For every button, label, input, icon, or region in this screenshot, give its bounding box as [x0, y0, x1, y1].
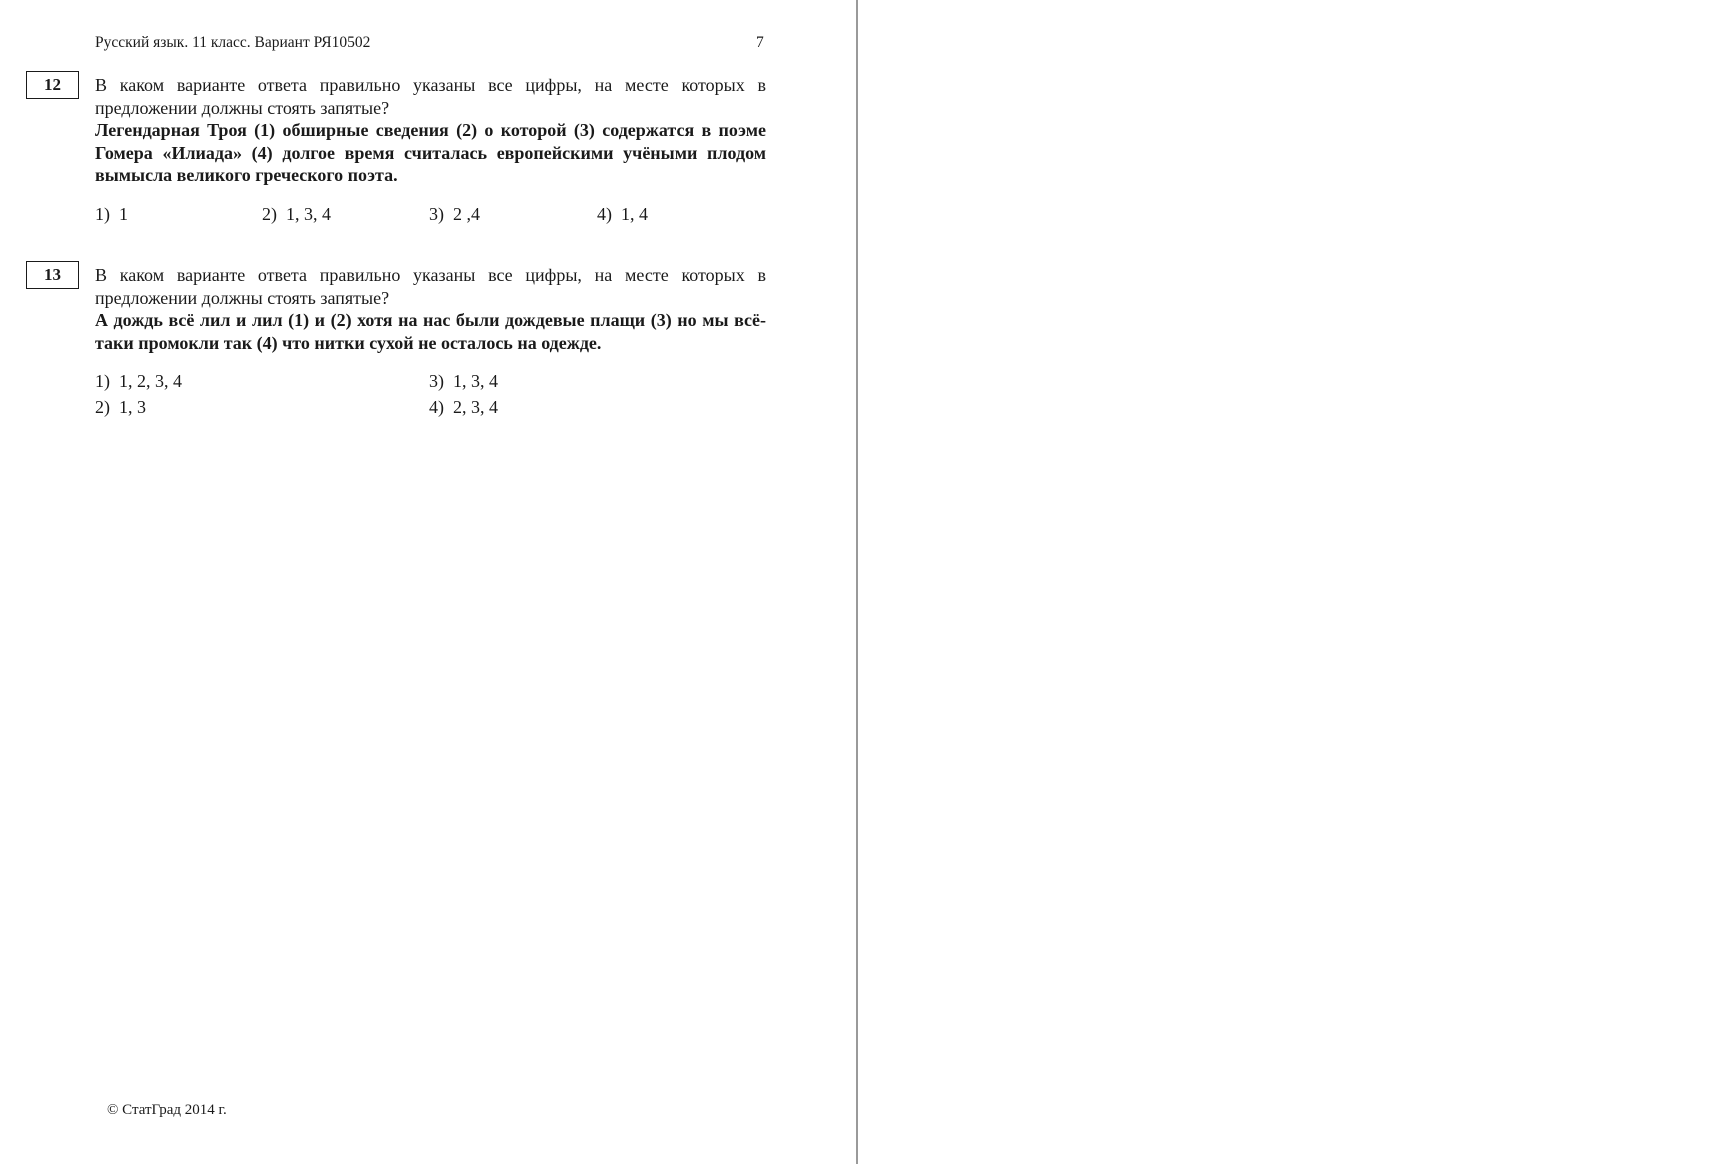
task-13-option-2: 2) 1, 3	[95, 397, 146, 417]
task-13-body	[95, 264, 766, 354]
task-12-option-4: 4) 1, 4	[597, 204, 648, 224]
task-13-option-3: 3) 1, 3, 4	[429, 371, 498, 391]
task-12-sentence: Легендарная Троя (1) обширные сведения (2) о которой (3) содержатся в поэме Гомера «Илиада» (4) долгое время считалась европейскими учёными плодом вымысла великого греческого поэта.	[95, 120, 766, 185]
task-12-question: В каком варианте ответа правильно указаны все цифры, на месте которых в предложении должны стоять запятые?	[95, 75, 766, 118]
document-header-title: Русский язык. 11 класс. Вариант РЯ10502	[95, 34, 371, 51]
task-number-12: 12	[26, 71, 79, 99]
page-divider	[856, 0, 858, 1164]
task-number-13: 13	[26, 261, 79, 289]
copyright-footer: © СтатГрад 2014 г.	[107, 1102, 227, 1118]
task-13-option-4: 4) 2, 3, 4	[429, 397, 498, 417]
task-13-option-1: 1) 1, 2, 3, 4	[95, 371, 182, 391]
task-12-body	[95, 74, 766, 187]
page-number: 7	[756, 34, 764, 51]
task-12-option-2: 2) 1, 3, 4	[262, 204, 331, 224]
task-12-option-1: 1) 1	[95, 204, 128, 224]
task-13-question: В каком варианте ответа правильно указаны все цифры, на месте которых в предложении должны стоять запятые?	[95, 265, 766, 308]
task-13-sentence: А дождь всё лил и лил (1) и (2) хотя на нас были дождевые плащи (3) но мы всё-таки промокли так (4) что нитки сухой не осталось на одежде.	[95, 310, 766, 353]
task-12-option-3: 3) 2 ,4	[429, 204, 480, 224]
